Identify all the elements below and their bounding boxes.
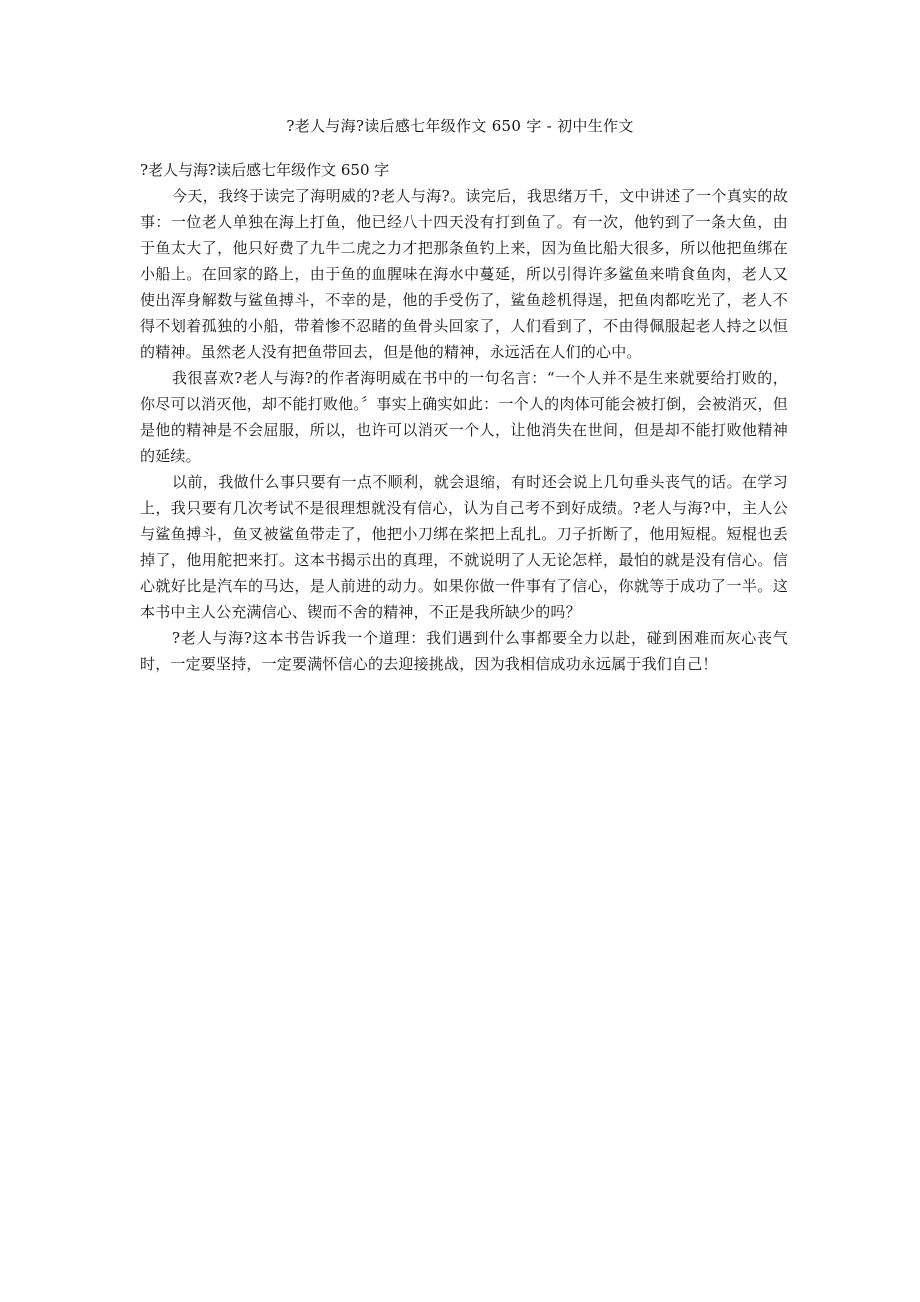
paragraph-1: 今天，我终于读完了海明威的?老人与海?。读完后，我思绪万千，文中讲述了一个真实的故事：一位老人单独在海上打鱼，他已经八十四天没有打到鱼了。有一次，他钓到了一条大鱼，由于鱼太大了，他只好费了九牛二虎之力才把那条鱼钓上来，因为鱼比船大很多，所以他把鱼绑在小船上。在回家的路上，由于鱼的血腥味在海水中蔓延，所以引得许多鲨鱼来啃食鱼肉，老人又使出浑身解数与鲨鱼搏斗，不幸的是，他的手受伤了，鲨鱼趁机得逞，把鱼肉都吃光了，老人不得不划着孤独的小船，带着惨不忍睹的鱼骨头回家了，人们看到了，不由得佩服起老人持之以恒的精神。虽然老人没有把鱼带回去，但是他的精神，永远活在人们的心中。 (140, 187, 788, 361)
essay-title: ?老人与海?读后感七年级作文 650 字 (140, 161, 390, 179)
document-body (140, 157, 788, 677)
paragraph-2: 我很喜欢?老人与海?的作者海明威在书中的一句名言：“一个人并不是生来就要给打败的，你尽可以消灭他，却不能打败他。〞事实上确实如此：一个人的肉体可能会被打倒，会被消灭，但是他的精神是不会屈服，所以，也许可以消灭一个人，让他消失在世间，但是却不能打败他精神的延续。 (140, 369, 788, 465)
paragraph-3: 以前，我做什么事只要有一点不顺利，就会退缩，有时还会说上几句垂头丧气的话。在学习上，我只要有几次考试不是很理想就没有信心，认为自己考不到好成绩。?老人与海?中，主人公与鲨鱼搏斗，鱼叉被鲨鱼带走了，他把小刀绑在桨把上乱扎。刀子折断了，他用短棍。短棍也丢掉了，他用舵把来打。这本书揭示出的真理，不就说明了人无论怎样，最怕的就是没有信心。信心就好比是汽车的马达，是人前进的动力。如果你做一件事有了信心，你就等于成功了一半。这本书中主人公充满信心、锲而不舍的精神，不正是我所缺少的吗？ (140, 473, 788, 621)
paragraph-4: ?老人与海?这本书告诉我一个道理：我们遇到什么事都要全力以赴，碰到困难而灰心丧气时，一定要坚持，一定要满怀信心的去迎接挑战，因为我相信成功永远属于我们自己！ (140, 629, 788, 673)
document-title: ?老人与海?读后感七年级作文 650 字 - 初中生作文 (286, 117, 634, 135)
